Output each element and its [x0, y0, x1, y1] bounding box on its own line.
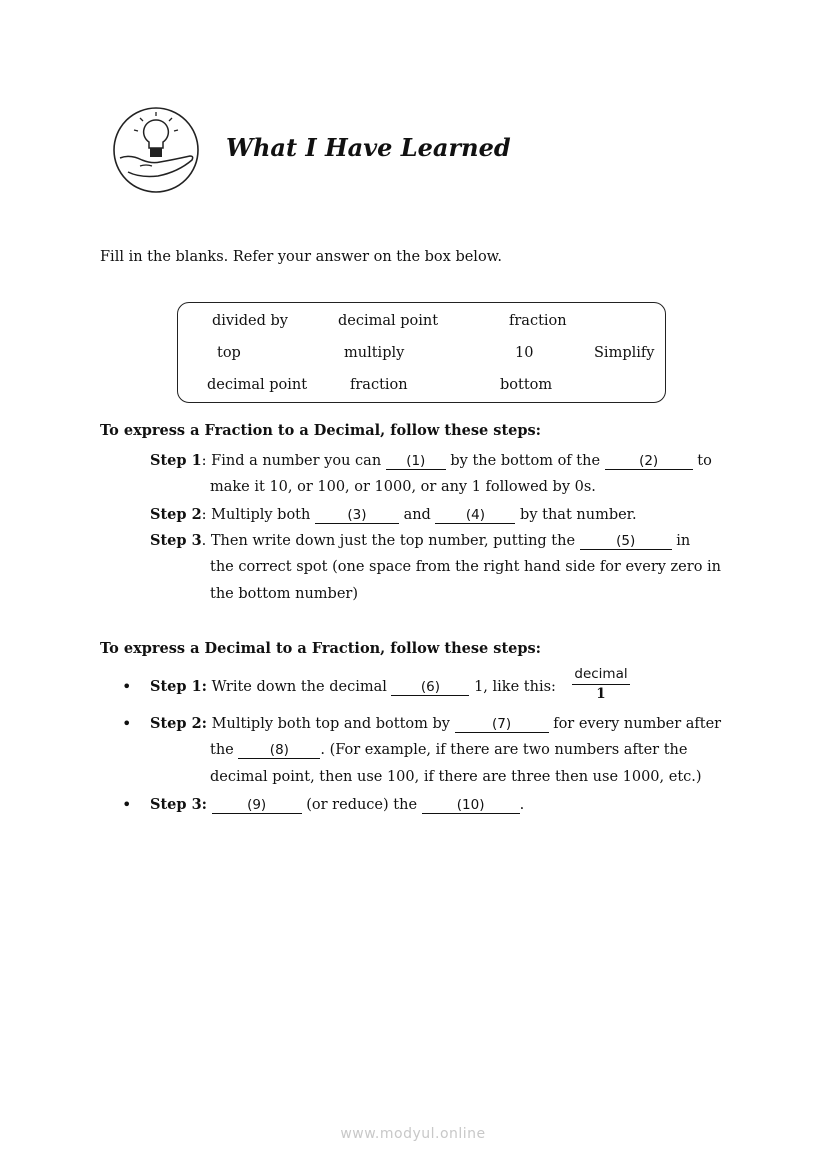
step-text: . (For example, if there are two numbers after the — [320, 742, 688, 758]
word-box-item: decimal point — [338, 313, 439, 329]
blank-10[interactable]: (10) — [422, 798, 520, 814]
section2-step2-cont: decimal point, then use 100, if there are three then use 1000, etc.) — [210, 769, 702, 785]
fraction-numerator: decimal — [572, 666, 630, 685]
word-box-item: Simplify — [594, 345, 655, 361]
fraction-example — [572, 666, 630, 702]
section1-step1 — [150, 452, 712, 470]
word-box-item: top — [217, 345, 241, 361]
step-text: by the bottom of the — [445, 453, 605, 469]
bullet-icon: • — [122, 795, 132, 814]
section2-step1 — [150, 678, 556, 696]
step-label: Step 2 — [150, 506, 202, 523]
instructions: Fill in the blanks. Refer your answer on the box below. — [100, 249, 502, 265]
step-label: Step 1: — [150, 678, 208, 695]
section1-step2 — [150, 506, 637, 524]
blank-7[interactable]: (7) — [455, 717, 549, 733]
step-text: for every number after — [548, 716, 722, 732]
blank-4[interactable]: (4) — [435, 508, 515, 524]
step-text: : Multiply both — [201, 507, 315, 523]
word-box-item: 10 — [515, 345, 534, 361]
step-label: Step 2: — [150, 715, 208, 732]
step-text: and — [398, 507, 436, 523]
section2-step3 — [150, 796, 524, 814]
word-box-item: multiply — [344, 345, 405, 361]
word-box-item: decimal point — [207, 377, 308, 393]
section1-step3 — [150, 532, 690, 550]
step-text: . Then write down just the top number, putting the — [201, 533, 580, 549]
blank-8[interactable]: (8) — [238, 743, 320, 759]
page-title: What I Have Learned — [226, 133, 511, 162]
blank-2[interactable]: (2) — [605, 454, 693, 470]
blank-9[interactable]: (9) — [212, 798, 302, 814]
lightbulb-hand-icon — [112, 106, 200, 194]
blank-1[interactable]: (1) — [386, 454, 446, 470]
word-box-item: bottom — [500, 377, 553, 393]
fraction-denominator: 1 — [596, 686, 606, 702]
bullet-icon: • — [122, 677, 132, 696]
blank-5[interactable]: (5) — [580, 534, 672, 550]
word-box — [177, 302, 666, 403]
step-label: Step 3: — [150, 796, 208, 813]
section1-step3-cont1: the correct spot (one space from the right hand side for every zero in — [210, 559, 722, 575]
section1-step1-cont: make it 10, or 100, or 1000, or any 1 followed by 0s. — [210, 479, 596, 495]
step-text: to — [692, 453, 712, 469]
step-text: Multiply both top and bottom by — [207, 716, 455, 732]
step-text: . — [519, 797, 525, 813]
blank-3[interactable]: (3) — [315, 508, 399, 524]
section1-heading: To express a Fraction to a Decimal, follow these steps: — [100, 422, 542, 439]
bullet-icon: • — [122, 714, 132, 733]
word-box-item: divided by — [212, 313, 288, 329]
step-text: by that number. — [515, 507, 637, 523]
step-text: Write down the decimal — [207, 679, 392, 695]
word-box-item: fraction — [350, 377, 408, 393]
section2-step2-line2 — [210, 742, 687, 759]
footer-watermark: www.modyul.online — [340, 1126, 486, 1142]
step-label: Step 1 — [150, 452, 202, 469]
section2-step2 — [150, 715, 721, 733]
step-text: 1, like this: — [469, 679, 556, 695]
step-text: (or reduce) the — [301, 797, 422, 813]
word-box-item: fraction — [509, 313, 567, 329]
step-text: in — [671, 533, 691, 549]
step-label: Step 3 — [150, 532, 202, 549]
section1-step3-cont2: the bottom number) — [210, 586, 358, 602]
blank-6[interactable]: (6) — [391, 680, 469, 696]
section2-heading: To express a Decimal to a Fraction, follow these steps: — [100, 640, 542, 657]
step-text: : Find a number you can — [201, 453, 386, 469]
step-text: the — [210, 742, 239, 758]
